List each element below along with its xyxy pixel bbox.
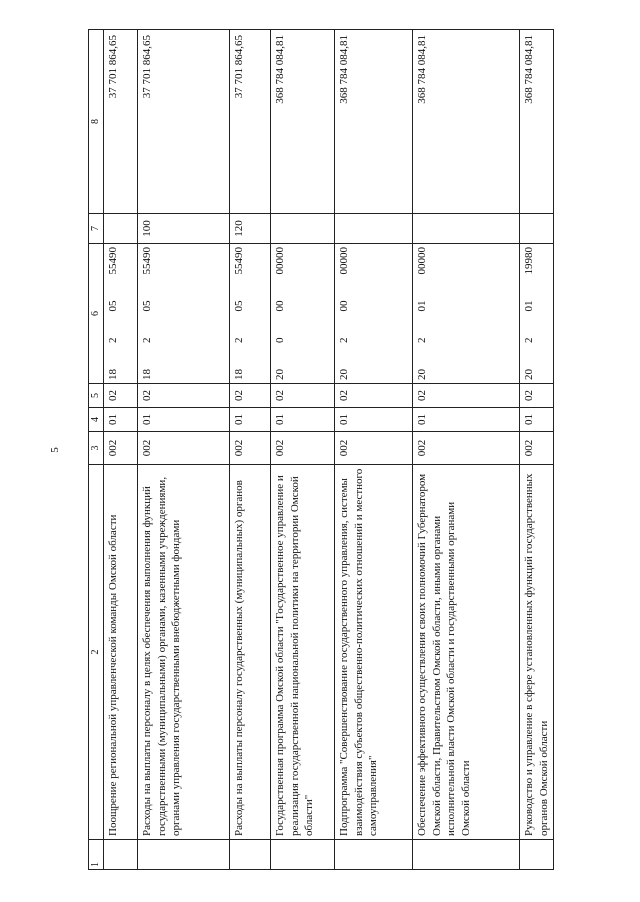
csr-program: 20: [416, 369, 428, 380]
expense-type-code: [335, 214, 413, 244]
admin-code: 002: [230, 432, 271, 465]
csr-direction: 00000: [338, 247, 350, 275]
csr-program: 20: [338, 369, 350, 380]
csr-program: 20: [523, 369, 535, 380]
empty-cell: [271, 840, 335, 870]
csr-subprogram: 2: [233, 337, 245, 343]
budget-table: [88, 29, 554, 870]
empty-cell: [138, 840, 230, 870]
csr-subprogram: 2: [338, 337, 350, 343]
column-number: 6: [89, 244, 104, 384]
table-row: [230, 30, 271, 870]
column-number: 4: [89, 408, 104, 432]
subsection-code: 02: [335, 384, 413, 408]
amount: 368 784 084,81: [335, 30, 413, 214]
page-number: 5: [48, 447, 61, 453]
table-row: [520, 30, 554, 870]
csr-direction: 55490: [233, 247, 245, 275]
expense-type-code: 100: [138, 214, 230, 244]
csr-cell: [230, 244, 271, 384]
rotated-page: [88, 30, 553, 870]
csr-program: 18: [107, 369, 119, 380]
table-row: [138, 30, 230, 870]
csr-cell: [138, 244, 230, 384]
csr-subprogram: 0: [274, 337, 286, 343]
expense-type-code: [271, 214, 335, 244]
subsection-code: 02: [104, 384, 138, 408]
csr-measure: 01: [416, 300, 428, 312]
csr-measure: 05: [233, 300, 245, 312]
expense-type-code: [413, 214, 520, 244]
csr-measure: 00: [274, 300, 286, 312]
section-code: 01: [520, 408, 554, 432]
subsection-code: 02: [230, 384, 271, 408]
column-number: 7: [89, 214, 104, 244]
csr-subprogram: 2: [141, 337, 153, 343]
csr-measure: 05: [141, 300, 153, 312]
column-number: 3: [89, 432, 104, 465]
csr-measure: 01: [523, 300, 535, 312]
row-name: Расходы на выплаты персоналу в целях обеспечения выполнения функций государственными (муниципальными) органами, казенными учреждениями, органами управления государственными внебюджетными фондами: [138, 465, 230, 840]
csr-measure: 00: [338, 300, 350, 312]
table-row: [413, 30, 520, 870]
csr-program: 18: [233, 369, 245, 380]
section-code: 01: [104, 408, 138, 432]
csr-cell: [413, 244, 520, 384]
admin-code: 002: [520, 432, 554, 465]
empty-cell: [104, 840, 138, 870]
row-name: Подпрограмма "Совершенствование государственного управления, системы взаимодействия субъектов общественно-политических отношений и местного самоуправления": [335, 465, 413, 840]
admin-code: 002: [413, 432, 520, 465]
section-code: 01: [335, 408, 413, 432]
row-name: Руководство и управление в сфере установленных функций государственных органов Омской области: [520, 465, 554, 840]
column-number: 5: [89, 384, 104, 408]
expense-type-code: 120: [230, 214, 271, 244]
row-name: Поощрение региональной управленческой команды Омской области: [104, 465, 138, 840]
admin-code: 002: [138, 432, 230, 465]
csr-measure: 05: [107, 300, 119, 312]
csr-direction: 19980: [523, 247, 535, 275]
csr-subprogram: 2: [107, 337, 119, 343]
admin-code: 002: [271, 432, 335, 465]
csr-cell: [104, 244, 138, 384]
csr-program: 20: [274, 369, 286, 380]
section-code: 01: [138, 408, 230, 432]
expense-type-code: [520, 214, 554, 244]
amount: 368 784 084,81: [271, 30, 335, 214]
csr-program: 18: [141, 369, 153, 380]
expense-type-code: [104, 214, 138, 244]
amount: 37 701 864,65: [138, 30, 230, 214]
table-row: [271, 30, 335, 870]
amount: 37 701 864,65: [104, 30, 138, 214]
section-code: 01: [413, 408, 520, 432]
csr-direction: 00000: [274, 247, 286, 275]
row-name: Расходы на выплаты персоналу государственных (муниципальных) органов: [230, 465, 271, 840]
section-code: 01: [271, 408, 335, 432]
row-name: Государственная программа Омской области "Государственное управление и реализация государственной национальной политики на территории Омской области": [271, 465, 335, 840]
section-code: 01: [230, 408, 271, 432]
csr-cell: [335, 244, 413, 384]
empty-cell: [520, 840, 554, 870]
csr-direction: 55490: [141, 247, 153, 275]
csr-direction: 55490: [107, 247, 119, 275]
empty-cell: [413, 840, 520, 870]
table-row: [104, 30, 138, 870]
table-row: [335, 30, 413, 870]
subsection-code: 02: [138, 384, 230, 408]
admin-code: 002: [335, 432, 413, 465]
column-number-row: [89, 30, 104, 870]
csr-cell: [520, 244, 554, 384]
subsection-code: 02: [413, 384, 520, 408]
column-number: 8: [89, 30, 104, 214]
csr-subprogram: 2: [523, 337, 535, 343]
empty-cell: [230, 840, 271, 870]
amount: 368 784 084,81: [520, 30, 554, 214]
admin-code: 002: [104, 432, 138, 465]
column-number: 2: [89, 465, 104, 840]
empty-cell: [335, 840, 413, 870]
amount: 37 701 864,65: [230, 30, 271, 214]
row-name: Обеспечение эффективного осуществления своих полномочий Губернатором Омской области, Правительством Омской области, иными органами исполнительной власти Омской области и государственными органами Омской области: [413, 465, 520, 840]
subsection-code: 02: [271, 384, 335, 408]
csr-cell: [271, 244, 335, 384]
csr-subprogram: 2: [416, 337, 428, 343]
amount: 368 784 084,81: [413, 30, 520, 214]
subsection-code: 02: [520, 384, 554, 408]
column-number: 1: [89, 840, 104, 870]
csr-direction: 00000: [416, 247, 428, 275]
